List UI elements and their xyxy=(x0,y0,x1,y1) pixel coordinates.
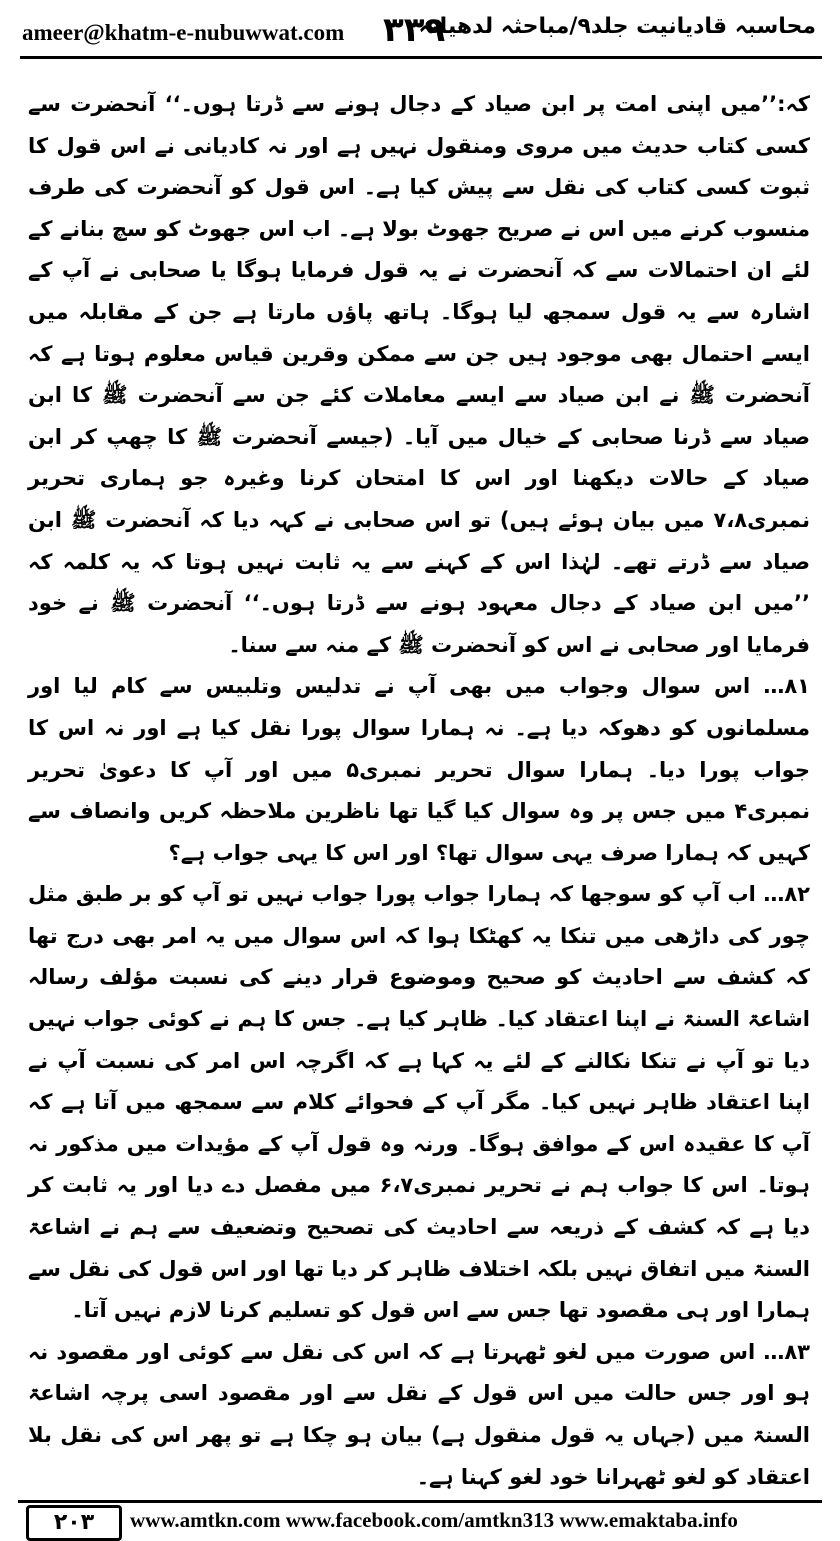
page-footer xyxy=(18,1500,822,1539)
header-book-title: محاسبہ قادیانیت جلد۹/مباحثہ لدھیانہ xyxy=(418,14,816,39)
paragraph-81: ۸۱… اس سوال وجواب میں بھی آپ نے تدلیس وتلبیس سے کام لیا اور مسلمانوں کو دھوکہ دیا ہے۔ نہ ہمارا سوال پورا نقل کیا ہے اور نہ اس کا جواب پورا دیا۔ ہمارا سوال تحریر نمبری۵ میں اور آپ کا دعویٰ تحریر نمبری۴ میں جس پر وہ سوال کیا گیا تھا ناظرین ملاحظہ کریں وانصاف سے کہیں کہ ہمارا صرف یہی سوال تھا؟ اور اس کا یہی جواب ہے؟ xyxy=(28,674,810,865)
paragraph-intro: کہ:’’میں اپنی امت پر ابن صیاد کے دجال ہونے سے ڈرتا ہوں۔‘‘ آنحضرت سے کسی کتاب حدیث میں مروی ومنقول نہیں ہے اور نہ کادیانی نے اس قول کا ثبوت کسی کتاب کی نقل سے پیش کیا ہے۔ اس قول کو آنحضرت کی طرف منسوب کرنے میں اس نے صریح جھوٹ بولا ہے۔ اب اس جھوٹ کو سچ بنانے کے لئے ان احتمالات سے کہ آنحضرت نے یہ قول فرمایا ہوگا یا صحابی نے آپ کے اشارہ سے یہ قول سمجھ لیا ہوگا۔ ہاتھ پاؤں مارتا ہے جن کے مقابلہ میں ایسے احتمال بھی موجود ہیں جن سے ممکن وقرین قیاس معلوم ہوتا ہے کہ آنحضرت ﷺ نے ابن صیاد سے ایسے معاملات کئے جن سے آنحضرت ﷺ کا ابن صیاد سے ڈرنا صحابی کے خیال میں آیا۔ (جیسے آنحضرت ﷺ کا چھپ کر ابن صیاد کے حالات دیکھنا اور اس کا امتحان کرنا وغیرہ جو ہماری تحریر نمبری۷،۸ میں بیان ہوئے ہیں) تو اس صحابی نے کہہ دیا کہ آنحضرت ﷺ ابن صیاد سے ڈرتے تھے۔ لہٰذا اس کے کہنے سے یہ ثابت نہیں ہوتا کہ یہ کلمہ کہ ’’میں ابن صیاد کے دجال معہود ہونے سے ڈرتا ہوں۔‘‘ آنحضرت ﷺ نے خود فرمایا اور صحابی نے اس کو آنحضرت ﷺ کے منہ سے سنا۔ xyxy=(28,92,810,657)
header-divider xyxy=(20,56,822,59)
page-body xyxy=(28,84,810,1498)
paragraph-83: ۸۳… اس صورت میں لغو ٹھہرتا ہے کہ اس کی نقل سے کوئی اور مقصود نہ ہو اور جس حالت میں اس قول کے نقل سے اور مقصود اسی پرچہ اشاعۃ السنۃ میں (جہاں یہ قول منقول ہے) بیان ہو چکا ہے تو پھر اس کی نقل بلا اعتقاد کو لغو ٹھہرانا خود لغو کہنا ہے۔ xyxy=(28,1339,810,1489)
footer-page-number: ۲۰۳ xyxy=(26,1505,122,1541)
paragraph-82: ۸۲… اب آپ کو سوجھا کہ ہمارا جواب پورا جواب نہیں تو آپ کو بر طبق مثل چور کی داڑھی میں تنکا یہ کھٹکا ہوا کہ اس سوال میں یہ امر بھی درج تھا کہ کشف سے احادیث کو صحیح وموضوع قرار دینے کی نسبت مؤلف رسالہ اشاعۃ السنۃ نے اپنا اعتقاد کیا۔ ظاہر کیا ہے۔ جس کا ہم نے کوئی جواب نہیں دیا تو آپ نے تنکا نکالنے کے لئے یہ کہا ہے کہ اگرچہ اس امر کی نسبت آپ نے اپنا اعتقاد ظاہر نہیں کیا۔ مگر آپ کے فحوائے کلام سے سمجھ میں آتا ہے کہ آپ کا عقیدہ اس کے موافق ہوگا۔ ورنہ وہ قول آپ کے مؤیدات میں مذکور نہ ہوتا۔ اس کا جواب ہم نے تحریر نمبری۶،۷ میں مفصل دے دیا اور یہ ثابت کر دیا ہے کہ کشف کے ذریعہ سے احادیث کی تصحیح وتضعیف سے ہم نے اشاعۃ السنۃ میں اتفاق نہیں بلکہ اختلاف ظاہر کر دیا تھا اور اس قول کی نقل سے ہمارا اور ہی مقصود تھا جس سے اس قول کو تسلیم کرنا لازم نہیں آتا۔ xyxy=(28,882,810,1323)
page-header xyxy=(0,0,840,62)
footer-links: www.amtkn.com www.facebook.com/amtkn313 www.emaktaba.info xyxy=(130,1508,738,1532)
header-email: ameer@khatm-e-nubuwwat.com xyxy=(22,20,345,45)
header-page-number: ۳۳۹ xyxy=(383,10,446,50)
